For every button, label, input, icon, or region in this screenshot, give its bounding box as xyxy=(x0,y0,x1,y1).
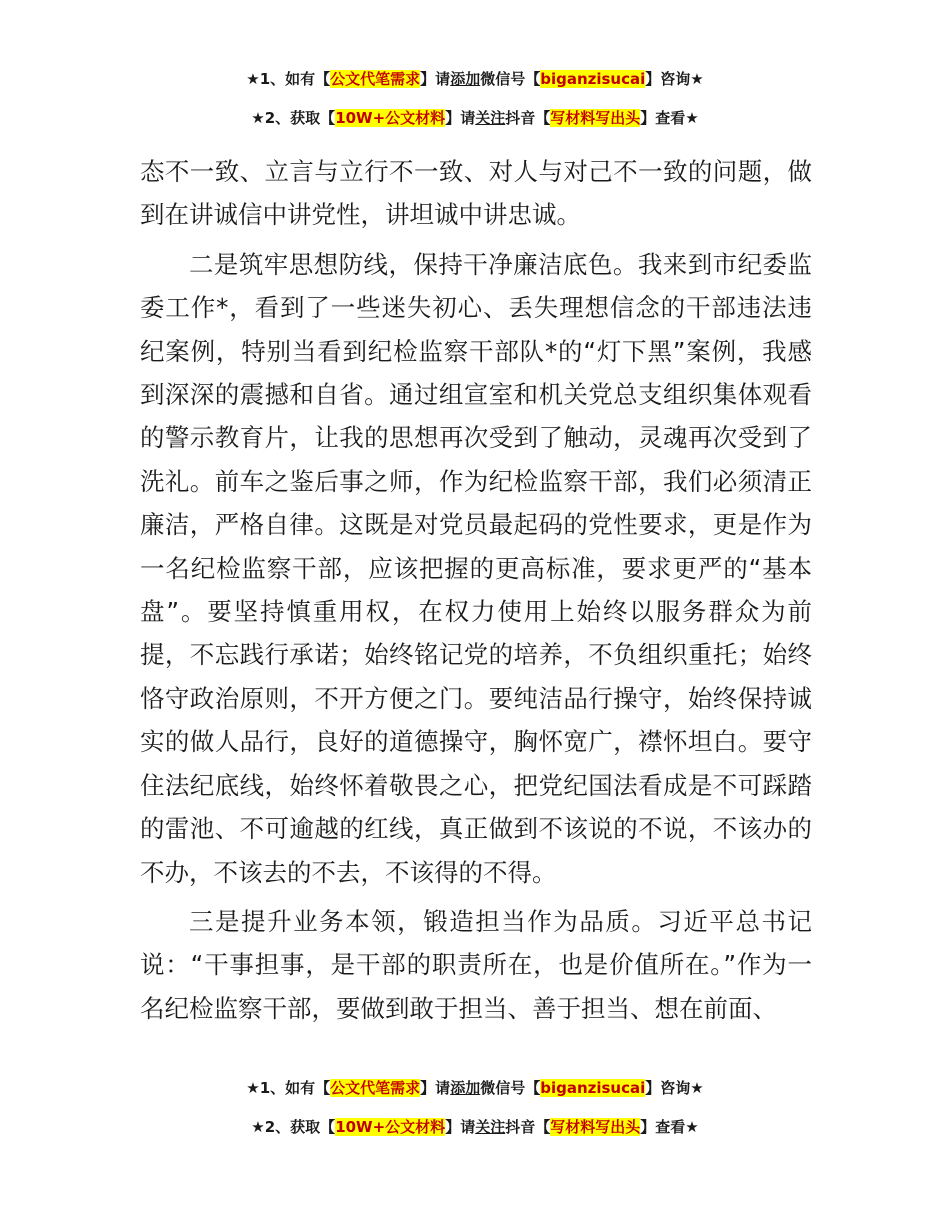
footer-notice-line-2: ★2、获取【10W+公文材料】请关注抖音【写材料写出头】查看★ xyxy=(251,1118,699,1136)
highlight-materials: 10W+公文材料 xyxy=(335,109,446,127)
highlight-materials: 10W+公文材料 xyxy=(335,1118,446,1136)
highlight-wechat-id: biganzisucai xyxy=(540,70,646,88)
paragraph-section-two: 二是筑牢思想防线，保持干净廉洁底色。我来到市纪委监委工作*，看到了一些迷失初心、丢失理想信念的干部违法违纪案例，特别当看到纪检监察干部队*的“灯下黑”案例，我感到深深的震撼和自省。通过组宣室和机关党总支组织集体观看的警示教育片，让我的思想再次受到了触动，灵魂再次受到了洗礼。前车之鉴后事之师，作为纪检监察干部，我们必须清正廉洁，严格自律。这既是对党员最起码的党性要求，更是作为一名纪检监察干部，应该把握的更高标准，要求更严的“基本盘”。要坚持慎重用权，在权力使用上始终以服务群众为前提，不忘践行承诺；始终铭记党的培养，不负组织重托；始终恪守政治原则，不开方便之门。要纯洁品行操守，始终保持诚实的做人品行，良好的道德操守，胸怀宽广，襟怀坦白。要守住法纪底线，始终怀着敬畏之心，把党纪国法看成是不可踩踏的雷池、不可逾越的红线，真正做到不该说的不说，不该办的不办，不该去的不去，不该得的不得。 xyxy=(140,249,812,887)
header-notice-line-1: ★1、如有【公文代笔需求】请添加微信号【biganzisucai】咨询★ xyxy=(246,70,704,88)
paragraph-continuation: 态不一致、立言与立行不一致、对人与对己不一致的问题，做到在讲诚信中讲党性，讲坦诚中讲忠诚。 xyxy=(140,157,812,230)
highlight-wechat-id: biganzisucai xyxy=(540,1079,646,1097)
paragraph-section-three: 三是提升业务本领，锻造担当作为品质。习近平总书记说：“干事担事，是干部的职责所在，也是价值所在。”作为一名纪检监察干部，要做到敢于担当、善于担当、想在前面、 xyxy=(140,906,812,1023)
highlight-douyin-account: 写材料写出头 xyxy=(550,1118,641,1136)
document-body xyxy=(140,150,812,1030)
highlight-douyin-account: 写材料写出头 xyxy=(550,109,641,127)
highlight-service: 公文代笔需求 xyxy=(330,70,421,88)
highlight-service: 公文代笔需求 xyxy=(330,1079,421,1097)
footer-notice-line-1: ★1、如有【公文代笔需求】请添加微信号【biganzisucai】咨询★ xyxy=(246,1079,704,1097)
header-notice-line-2: ★2、获取【10W+公文材料】请关注抖音【写材料写出头】查看★ xyxy=(251,109,699,127)
